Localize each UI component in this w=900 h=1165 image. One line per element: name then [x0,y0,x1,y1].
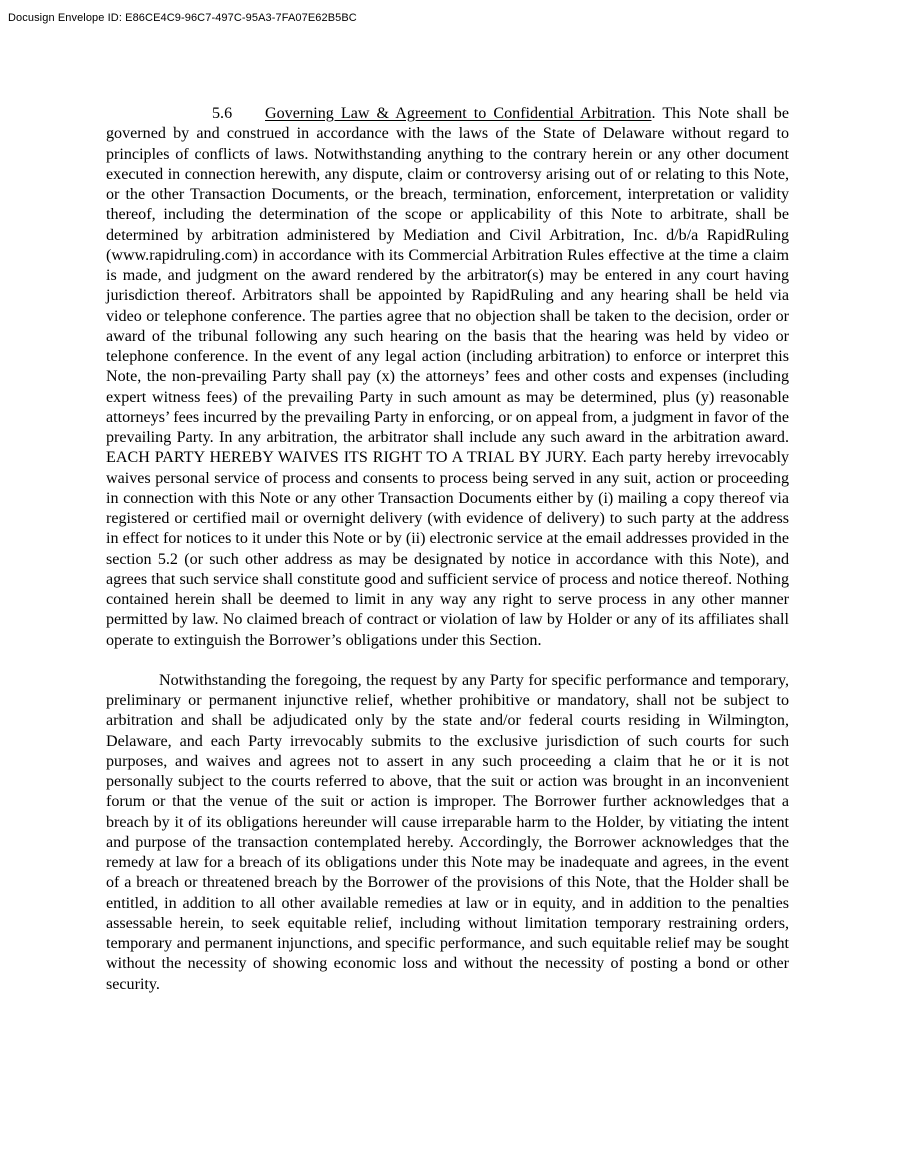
document-body [106,104,789,995]
section-5-6-paragraph [106,104,789,651]
section-heading: Governing Law & Agreement to Confidential Arbitration [265,105,652,122]
section-heading-punctuation: . [651,105,656,122]
section-number: 5.6 [212,105,233,122]
injunctive-relief-paragraph: Notwithstanding the foregoing, the request by any Party for specific performance and temporary, preliminary or permanent injunctive relief, whether prohibitive or mandatory, shall not be subject to arbitration and shall be adjudicated only by the state and/or federal courts residing in Wilmington, Delaware, and each Party irrevocably submits to the exclusive jurisdiction of such courts for such purposes, and waives and agrees not to assert in any such proceeding a claim that he or it is not personally subject to the courts referred to above, that the suit or action was brought in an inconvenient forum or that the venue of the suit or action is improper. The Borrower further acknowledges that a breach by it of its obligations hereunder will cause irreparable harm to the Holder, by vitiating the intent and purpose of the transaction contemplated hereby. Accordingly, the Borrower acknowledges that the remedy at law for a breach of its obligations under this Note may be inadequate and agrees, in the event of a breach or threatened breach by the Borrower of the provisions of this Note, that the Holder shall be entitled, in addition to all other available remedies at law or in equity, and in addition to the penalties assessable herein, to seek equitable relief, including without limitation temporary restraining orders, temporary and permanent injunctions, and specific performance, and such equitable relief may be sought without the necessity of showing economic loss and without the necessity of posting a bond or other security. [106,671,789,993]
section-body-text: This Note shall be governed by and construed in accordance with the laws of the State of Delaware without regard to principles of conflicts of laws. Notwithstanding anything to the contrary herein or any other document executed in connection herewith, any dispute, claim or controversy arising out of or relating to this Note, or the other Transaction Documents, or the breach, termination, enforcement, interpretation or validity thereof, including the determination of the scope or applicability of this Note to arbitrate, shall be determined by arbitration administered by Mediation and Civil Arbitration, Inc. d/b/a RapidRuling (www.rapidruling.com) in accordance with its Commercial Arbitration Rules effective at the time a claim is made, and judgment on the award rendered by the arbitrator(s) may be entered in any court having jurisdiction thereof. Arbitrators shall be appointed by RapidRuling and any hearing shall be held via video or telephone conference. The parties agree that no objection shall be taken to the decision, order or award of the tribunal following any such hearing on the basis that the hearing was held by video or telephone conference. In the event of any legal action (including arbitration) to enforce or interpret this Note, the non-prevailing Party shall pay (x) the attorneys’ fees and other costs and expenses (including expert witness fees) of the prevailing Party in such amount as may be determined, plus (y) reasonable attorneys’ fees incurred by the prevailing Party in enforcing, or on appeal from, a judgment in favor of the prevailing Party. In any arbitration, the arbitrator shall include any such award in the arbitration award. EACH PARTY HEREBY WAIVES ITS RIGHT TO A TRIAL BY JURY. Each party hereby irrevocably waives personal service of process and consents to process being served in any suit, action or proceeding in connection with this Note or any other Transaction Documents either by (i) mailing a copy thereof via registered or certified mail or overnight delivery (with evidence of delivery) to such party at the address in effect for notices to it under this Note or by (ii) electronic service at the email addresses provided in the section 5.2 (or such other address as may be designated by notice in accordance with this Note), and agrees that such service shall constitute good and sufficient service of process and notice thereof. Nothing contained herein shall be deemed to limit in any way any right to serve process in any other manner permitted by law. No claimed breach of contract or violation of law by Holder or any of its affiliates shall operate to extinguish the Borrower’s obligations under this Section. [106,105,789,649]
envelope-id-header: Docusign Envelope ID: E86CE4C9-96C7-497C-95A3-7FA07E62B5BC [8,12,357,24]
